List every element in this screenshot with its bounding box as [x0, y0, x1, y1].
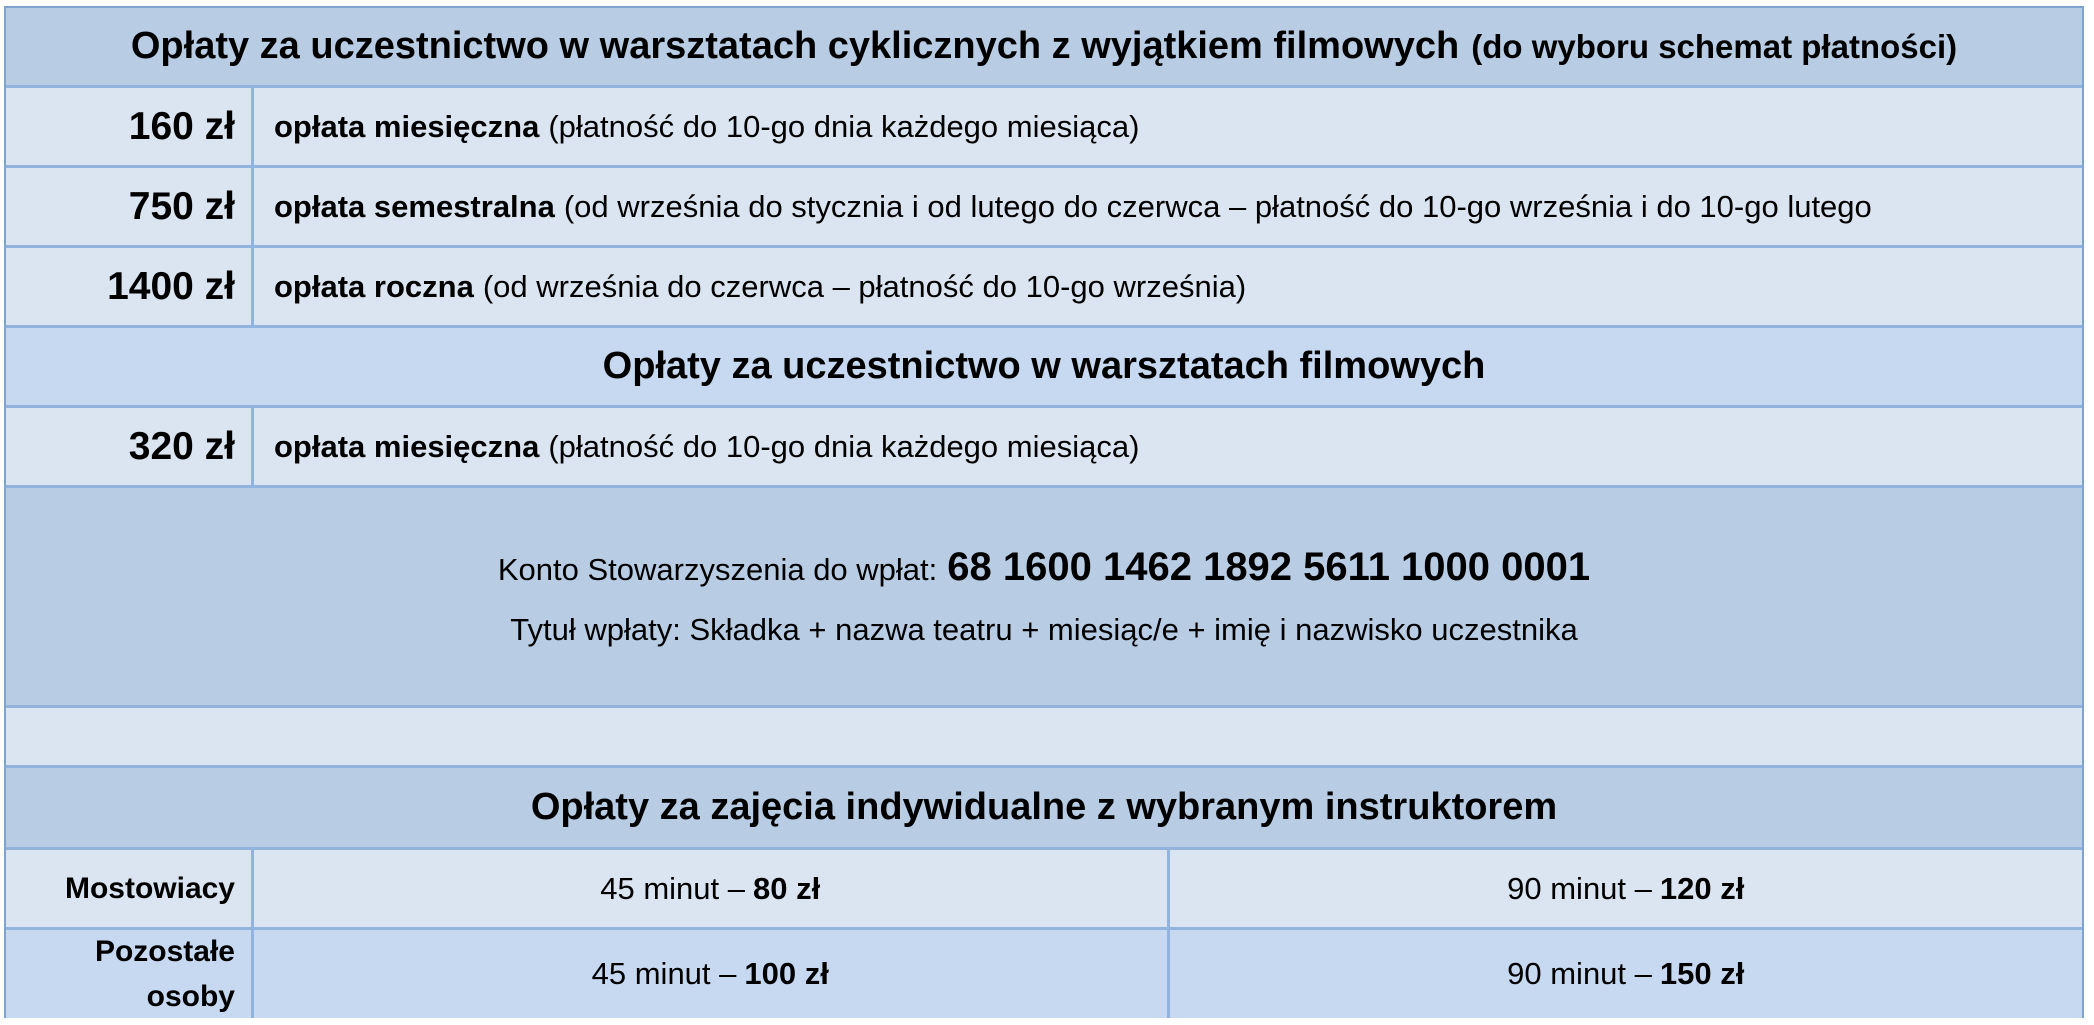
duration-price: 80 zł	[753, 870, 821, 906]
price-detail: (płatność do 10-go dnia każdego miesiąca)	[548, 428, 1140, 464]
price-description	[254, 168, 2082, 245]
individual-label-text: Pozostałe osoby	[94, 935, 235, 1013]
section2-header	[6, 328, 2082, 408]
price-label: opłata semestralna	[274, 188, 555, 224]
duration-text: 45 minut –	[591, 956, 737, 991]
fee-table	[4, 6, 2084, 1018]
duration-price: 150 zł	[1659, 956, 1745, 991]
price-amount: 1400 zł	[6, 248, 254, 325]
individual-row-mostowiacy	[6, 850, 2082, 930]
section1-header	[6, 8, 2082, 88]
individual-label: Mostowiacy	[6, 850, 254, 927]
bank-account-number: 68 1600 1462 1892 5611 1000 0001	[947, 545, 1591, 589]
duration-price: 120 zł	[1659, 870, 1745, 906]
bank-account-label: Konto Stowarzyszenia do wpłat:	[497, 552, 938, 587]
section1-title: Opłaty za uczestnictwo w warsztatach cyklicznych z wyjątkiem filmowych	[130, 25, 1460, 67]
individual-price-90	[1170, 930, 2083, 1018]
price-row-yearly	[6, 248, 2082, 328]
price-description	[254, 248, 2082, 325]
section3-title: Opłaty za zajęcia indywidualne z wybranym instruktorem	[530, 786, 1558, 828]
duration-text: 45 minut –	[600, 870, 746, 906]
price-detail: (od września do czerwca – płatność do 10-go września)	[482, 268, 1247, 304]
individual-label	[6, 930, 254, 1018]
blank-row	[6, 708, 2082, 768]
individual-price-45	[254, 850, 1170, 927]
price-row-semester	[6, 168, 2082, 248]
duration-price: 100 zł	[744, 956, 829, 991]
price-label: opłata miesięczna	[274, 428, 540, 464]
price-amount: 320 zł	[6, 408, 254, 485]
payment-title-line: Tytuł wpłaty: Składka + nazwa teatru + miesiąc/e + imię i nazwisko uczestnika	[510, 612, 1578, 647]
price-row-film-monthly	[6, 408, 2082, 488]
bank-info	[6, 488, 2082, 708]
section2-title: Opłaty za uczestnictwo w warsztatach filmowych	[602, 345, 1486, 387]
individual-price-90	[1170, 850, 2083, 927]
section1-title-note: (do wyboru schemat płatności)	[1471, 27, 1958, 65]
price-label: opłata miesięczna	[274, 108, 540, 144]
price-description	[254, 408, 2082, 485]
price-label: opłata roczna	[274, 268, 474, 304]
price-detail: (płatność do 10-go dnia każdego miesiąca)	[548, 108, 1140, 144]
section3-header	[6, 768, 2082, 850]
price-description	[254, 88, 2082, 165]
individual-row-others	[6, 930, 2082, 1018]
price-amount: 750 zł	[6, 168, 254, 245]
duration-text: 90 minut –	[1507, 870, 1652, 906]
duration-text: 90 minut –	[1507, 956, 1652, 991]
price-detail: (od września do stycznia i od lutego do czerwca – płatność do 10-go września i do 10-go lutego	[563, 188, 1872, 224]
price-row-monthly	[6, 88, 2082, 168]
price-amount: 160 zł	[6, 88, 254, 165]
bank-account-line	[498, 545, 1590, 590]
individual-price-45	[254, 930, 1170, 1018]
